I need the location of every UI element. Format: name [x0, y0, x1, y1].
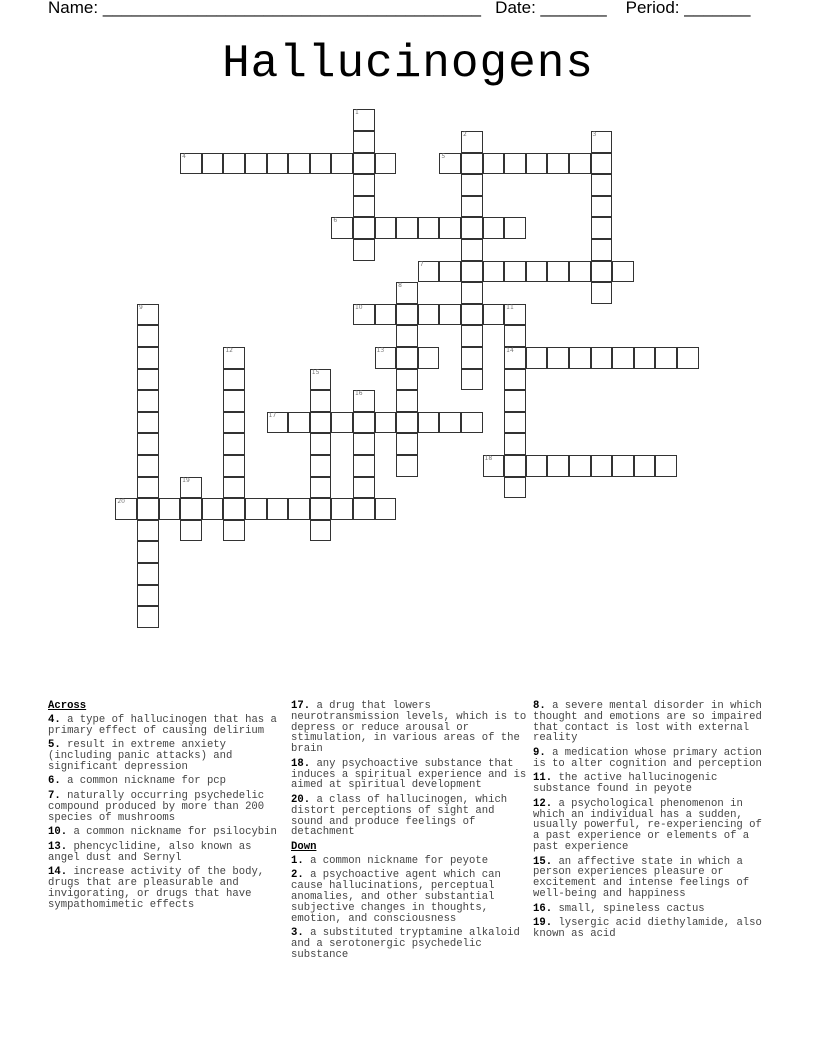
crossword-cell[interactable] — [591, 131, 613, 153]
clues-column-3 — [533, 701, 769, 944]
clue-down-19: 19. lysergic acid diethylamide, also known as acid — [533, 917, 762, 940]
clue-across-7: 7. naturally occurring psychedelic compound produced by more than 200 species of mushrooms — [48, 789, 265, 824]
crossword-cell[interactable] — [375, 217, 397, 239]
crossword-cell[interactable] — [353, 304, 375, 326]
crossword-cell[interactable] — [591, 153, 613, 175]
crossword-cell[interactable] — [202, 498, 224, 520]
crossword-cell[interactable] — [137, 606, 159, 628]
clue-number: 2 — [462, 130, 467, 138]
crossword-cell[interactable] — [483, 153, 505, 175]
crossword-cell[interactable] — [612, 261, 634, 283]
crossword-cell[interactable] — [137, 455, 159, 477]
crossword-cell[interactable] — [267, 498, 289, 520]
clue-across-4: 4. a type of hallucinogen that has a primary effect of causing delirium — [48, 713, 277, 737]
clue-number: 19 — [182, 476, 190, 484]
crossword-cell[interactable] — [310, 412, 332, 434]
crossword-cell[interactable] — [310, 520, 332, 542]
crossword-cell[interactable] — [396, 282, 418, 304]
crossword-cell[interactable] — [526, 153, 548, 175]
clue-number: 8 — [398, 282, 402, 290]
clue-number: 17 — [268, 411, 277, 419]
crossword-cell[interactable] — [461, 217, 483, 239]
crossword-cell[interactable] — [504, 433, 526, 455]
crossword-cell[interactable] — [223, 433, 245, 455]
crossword-cell[interactable] — [353, 498, 375, 520]
crossword-cell[interactable] — [223, 477, 245, 499]
crossword-cell[interactable] — [504, 412, 526, 434]
crossword-cell[interactable] — [418, 261, 440, 283]
crossword-cell[interactable] — [418, 304, 440, 326]
crossword-cell[interactable] — [396, 369, 418, 391]
crossword-cell[interactable] — [461, 347, 483, 369]
crossword-cell[interactable] — [137, 369, 159, 391]
crossword-cell[interactable] — [461, 261, 483, 283]
down-heading: Down — [291, 840, 317, 853]
crossword-cell[interactable] — [418, 412, 440, 434]
crossword-cell[interactable] — [331, 412, 353, 434]
crossword-cell[interactable] — [547, 455, 569, 477]
crossword-cell[interactable] — [461, 131, 483, 153]
clue-number: 6 — [333, 217, 338, 225]
crossword-cell[interactable] — [375, 153, 397, 175]
crossword-cell[interactable] — [137, 325, 159, 347]
crossword-cell[interactable] — [591, 174, 613, 196]
crossword-cell[interactable] — [461, 412, 483, 434]
crossword-cell[interactable] — [223, 498, 245, 520]
crossword-cell[interactable] — [375, 412, 397, 434]
crossword-cell[interactable] — [655, 455, 677, 477]
crossword-cell[interactable] — [180, 498, 202, 520]
crossword-cell[interactable] — [504, 153, 526, 175]
crossword-cell[interactable] — [375, 347, 397, 369]
clues-column-1 — [48, 701, 284, 914]
crossword-cell[interactable] — [223, 347, 245, 369]
crossword-cell[interactable] — [526, 347, 548, 369]
crossword-cell[interactable] — [159, 498, 181, 520]
crossword-cell[interactable] — [461, 174, 483, 196]
crossword-cell[interactable] — [331, 153, 353, 175]
crossword-cell[interactable] — [655, 347, 677, 369]
crossword-cell[interactable] — [439, 412, 461, 434]
clue-number: 3 — [592, 130, 597, 138]
crossword-cell[interactable] — [569, 261, 591, 283]
crossword-cell[interactable] — [353, 174, 375, 196]
clue-down-3: 3. a substituted tryptamine alkaloid and a serotonergic psychedelic substance — [291, 927, 520, 961]
crossword-cell[interactable] — [504, 325, 526, 347]
clue-down-2: 2. a psychoactive agent which can cause hallucinations, perceptual anomalies, and other substantial subjective changes in thoughts, emotion, and consciousness — [291, 869, 501, 925]
crossword-cell[interactable] — [180, 520, 202, 542]
clue-number: 12 — [225, 346, 233, 354]
clue-down-11: 11. the active hallucinogenic substance found in peyote — [533, 772, 718, 796]
date-blank[interactable]: _______ — [540, 0, 607, 17]
crossword-cell[interactable] — [396, 304, 418, 326]
crossword-cell[interactable] — [569, 455, 591, 477]
crossword-cell[interactable] — [353, 131, 375, 153]
crossword-cell[interactable] — [223, 412, 245, 434]
crossword-cell[interactable] — [461, 369, 483, 391]
crossword-cell[interactable] — [310, 477, 332, 499]
date-label: Date: — [495, 0, 536, 17]
crossword-cell[interactable] — [137, 585, 159, 607]
crossword-cell[interactable] — [310, 455, 332, 477]
clue-across-13: 13. phencyclidine, also known as angel dust and Sernyl — [48, 840, 252, 864]
clue-number: 20 — [117, 498, 125, 506]
crossword-cell[interactable] — [504, 455, 526, 477]
crossword-cell[interactable] — [483, 261, 505, 283]
crossword-cell[interactable] — [526, 455, 548, 477]
crossword-cell[interactable] — [267, 153, 289, 175]
crossword-cell[interactable] — [310, 433, 332, 455]
crossword-cell[interactable] — [461, 304, 483, 326]
crossword-cell[interactable] — [439, 261, 461, 283]
clue-number: 10 — [354, 303, 363, 311]
clue-across-10: 10. a common nickname for psilocybin — [48, 826, 277, 839]
crossword-cell[interactable] — [310, 498, 332, 520]
clue-across-17: 17. a drug that lowers neurotransmission levels, which is to depress or reduce arousal or stimulation, in various areas of the brain — [291, 700, 527, 756]
crossword-cell[interactable] — [310, 390, 332, 412]
crossword-cell[interactable] — [461, 153, 483, 175]
crossword-cell[interactable] — [115, 498, 137, 520]
crossword-cell[interactable] — [396, 325, 418, 347]
clue-number: 16 — [354, 390, 363, 398]
clues-column-2 — [291, 701, 527, 964]
crossword-cell[interactable] — [180, 477, 202, 499]
crossword-cell[interactable] — [526, 261, 548, 283]
clue-across-20: 20. a class of hallucinogen, which distort perceptions of sight and sound and produce feelings of detachment — [291, 793, 508, 839]
crossword-cell[interactable] — [396, 347, 418, 369]
crossword-cell[interactable] — [245, 498, 267, 520]
crossword-cell[interactable] — [591, 282, 613, 304]
clue-number: 14 — [506, 346, 514, 354]
crossword-cell[interactable] — [547, 153, 569, 175]
crossword-cell[interactable] — [569, 153, 591, 175]
clue-number: 4 — [182, 152, 186, 160]
clue-across-18: 18. any psychoactive substance that induces a spiritual experience and is aimed at spiritual development — [291, 757, 527, 792]
crossword-cell[interactable] — [418, 347, 440, 369]
crossword-cell[interactable] — [353, 239, 375, 261]
crossword-cell[interactable] — [418, 217, 440, 239]
crossword-cell[interactable] — [137, 304, 159, 326]
crossword-cell[interactable] — [547, 347, 569, 369]
crossword-cell[interactable] — [375, 304, 397, 326]
crossword-cell[interactable] — [267, 412, 289, 434]
crossword-cell[interactable] — [353, 433, 375, 455]
crossword-cell[interactable] — [504, 261, 526, 283]
crossword-cell[interactable] — [353, 477, 375, 499]
crossword-cell[interactable] — [547, 261, 569, 283]
crossword-cell[interactable] — [137, 498, 159, 520]
crossword-cell[interactable] — [612, 455, 634, 477]
crossword-cell[interactable] — [504, 217, 526, 239]
clue-down-1: 1. a common nickname for peyote — [291, 854, 489, 867]
crossword-cell[interactable] — [504, 369, 526, 391]
name-label: Name: — [48, 0, 99, 17]
crossword-cell[interactable] — [439, 304, 461, 326]
clue-across-5: 5. result in extreme anxiety (including panic attacks) and significant depression — [48, 739, 233, 773]
crossword-cell[interactable] — [591, 261, 613, 283]
period-blank[interactable]: _______ — [684, 0, 751, 17]
crossword-cell[interactable] — [245, 153, 267, 175]
crossword-cell[interactable] — [137, 563, 159, 585]
crossword-cell[interactable] — [396, 455, 418, 477]
crossword-cell[interactable] — [137, 541, 159, 563]
crossword-cell[interactable] — [353, 217, 375, 239]
crossword-cell[interactable] — [396, 390, 418, 412]
across-heading: Across — [48, 700, 87, 712]
crossword-cell[interactable] — [461, 325, 483, 347]
clue-number: 11 — [506, 303, 514, 311]
crossword-cell[interactable] — [353, 153, 375, 175]
crossword-cell[interactable] — [591, 239, 613, 261]
crossword-cell[interactable] — [504, 347, 526, 369]
clue-across-6: 6. a common nickname for pcp — [48, 775, 227, 788]
clue-number: 13 — [376, 346, 385, 354]
crossword-cell[interactable] — [223, 390, 245, 412]
crossword-cell[interactable] — [288, 153, 310, 175]
crossword-cell[interactable] — [439, 217, 461, 239]
clue-across-14: 14. increase activity of the body, drugs that are pleasurable and invigorating, or drugs that have sympathomimetic effects — [48, 866, 265, 911]
clue-down-9: 9. a medication whose primary action is to alter cognition and perception — [533, 746, 762, 770]
name-blank[interactable]: ________________________________________ — [102, 0, 481, 17]
crossword-cell[interactable] — [353, 196, 375, 218]
clue-number: 1 — [354, 109, 359, 117]
crossword-cell[interactable] — [353, 455, 375, 477]
crossword-cell[interactable] — [310, 153, 332, 175]
crossword-cell[interactable] — [223, 369, 245, 391]
clue-down-12: 12. a psychological phenomenon in which an individual has a sudden, usually powerful, re-experiencing of a past experience or elements of a past experience — [533, 797, 762, 853]
clue-number: 9 — [138, 303, 143, 311]
crossword-cell[interactable] — [461, 239, 483, 261]
crossword-cell[interactable] — [137, 390, 159, 412]
crossword-cell[interactable] — [223, 153, 245, 175]
crossword-cell[interactable] — [461, 282, 483, 304]
crossword-cell[interactable] — [353, 412, 375, 434]
clue-down-8: 8. a severe mental disorder in which thought and emotions are so impaired that contact is lost with external reality — [533, 700, 762, 745]
crossword-cell[interactable] — [591, 196, 613, 218]
crossword-cell[interactable] — [612, 347, 634, 369]
crossword-cell[interactable] — [223, 520, 245, 542]
crossword-cell[interactable] — [396, 433, 418, 455]
worksheet-header — [48, 0, 750, 18]
crossword-cell[interactable] — [591, 347, 613, 369]
crossword-cell[interactable] — [223, 455, 245, 477]
clue-down-16: 16. small, spineless cactus — [533, 902, 705, 915]
crossword-cell[interactable] — [504, 390, 526, 412]
crossword-cell[interactable] — [353, 109, 375, 131]
crossword-cell[interactable] — [137, 477, 159, 499]
clue-number: 7 — [419, 260, 424, 268]
clue-down-15: 15. an affective state in which a person experiences pleasure or excitement and intense feelings of well-being and happiness — [533, 855, 750, 900]
crossword-cell[interactable] — [288, 412, 310, 434]
crossword-cell[interactable] — [137, 433, 159, 455]
crossword-cell[interactable] — [202, 153, 224, 175]
crossword-cell[interactable] — [310, 369, 332, 391]
page-title: Hallucinogens — [222, 38, 594, 90]
crossword-cell[interactable] — [591, 217, 613, 239]
crossword-cell[interactable] — [396, 217, 418, 239]
crossword-cell[interactable] — [137, 520, 159, 542]
crossword-cell[interactable] — [634, 347, 656, 369]
crossword-cell[interactable] — [331, 498, 353, 520]
clue-number: 5 — [441, 152, 446, 160]
clue-number: 18 — [484, 454, 493, 462]
crossword-cell[interactable] — [137, 347, 159, 369]
crossword-cell[interactable] — [396, 412, 418, 434]
crossword-cell[interactable] — [483, 304, 505, 326]
crossword-cell[interactable] — [483, 455, 505, 477]
crossword-cell[interactable] — [288, 498, 310, 520]
crossword-cell[interactable] — [353, 390, 375, 412]
crossword-cell[interactable] — [504, 477, 526, 499]
crossword-cell[interactable] — [461, 196, 483, 218]
clue-number: 15 — [311, 368, 320, 376]
crossword-cell[interactable] — [677, 347, 699, 369]
crossword-cell[interactable] — [180, 153, 202, 175]
period-label: Period: — [625, 0, 680, 17]
crossword-cell[interactable] — [504, 304, 526, 326]
crossword-cell[interactable] — [634, 455, 656, 477]
crossword-cell[interactable] — [483, 217, 505, 239]
crossword-cell[interactable] — [331, 217, 353, 239]
crossword-cell[interactable] — [375, 498, 397, 520]
crossword-cell[interactable] — [439, 153, 461, 175]
crossword-cell[interactable] — [591, 455, 613, 477]
crossword-cell[interactable] — [137, 412, 159, 434]
crossword-cell[interactable] — [569, 347, 591, 369]
